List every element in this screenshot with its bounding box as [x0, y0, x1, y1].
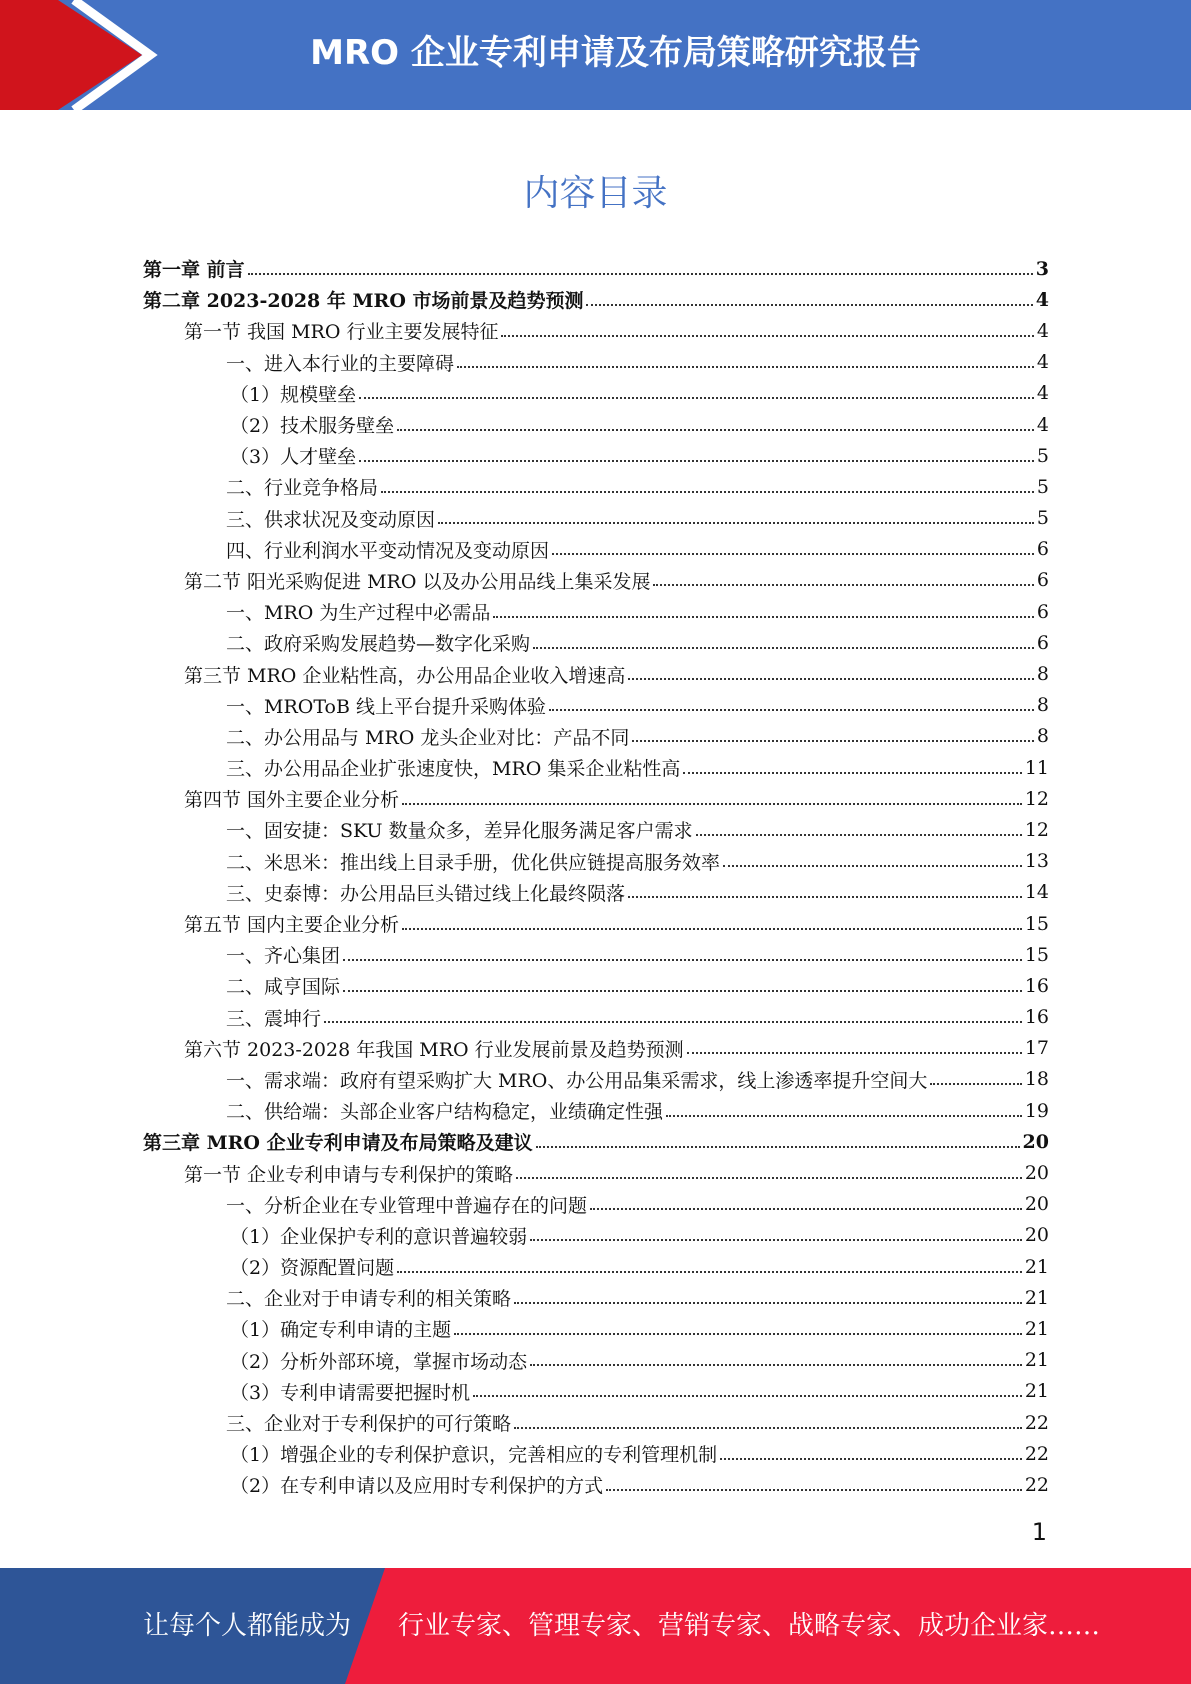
toc-entry-page: 6	[1036, 569, 1049, 592]
toc-entry[interactable]	[143, 284, 1049, 315]
toc-entry-label: 一、齐心集团	[226, 945, 341, 968]
toc-entry-page: 18	[1024, 1068, 1049, 1091]
toc-entry[interactable]	[143, 1469, 1049, 1500]
toc-entry-label: 一、固安捷：SKU 数量众多，差异化服务满足客户需求	[226, 820, 693, 843]
toc-entry-label: 一、MRO 为生产过程中必需品	[226, 602, 491, 625]
toc-entry-label: 第五节 国内主要企业分析	[184, 914, 400, 937]
toc-entry-label: 一、分析企业在专业管理中普遍存在的问题	[226, 1194, 588, 1217]
toc-entry-label: 二、供给端：头部企业客户结构稳定，业绩确定性强	[226, 1101, 664, 1124]
page-number: 1	[1031, 1518, 1047, 1546]
toc-entry[interactable]	[143, 253, 1049, 284]
toc-entry-label: （2）技术服务壁垒	[230, 415, 395, 438]
table-of-contents	[143, 253, 1049, 1501]
toc-entry[interactable]	[143, 1282, 1049, 1313]
toc-dot-leader	[402, 803, 1022, 805]
toc-entry-page: 21	[1024, 1317, 1049, 1340]
toc-entry-label: （3）专利申请需要把握时机	[230, 1381, 471, 1404]
toc-entry[interactable]	[143, 409, 1049, 440]
toc-entry-page: 14	[1024, 881, 1049, 904]
footer-slogan-left: 让每个人都能成为	[143, 1611, 352, 1641]
toc-entry-page: 17	[1024, 1037, 1049, 1060]
toc-entry-page: 15	[1024, 943, 1049, 966]
toc-entry[interactable]	[143, 440, 1049, 471]
toc-entry[interactable]	[143, 658, 1049, 689]
toc-entry-page: 12	[1024, 818, 1049, 841]
toc-entry[interactable]	[143, 1438, 1049, 1469]
toc-dot-leader	[516, 1177, 1022, 1179]
toc-entry-label: （2）资源配置问题	[230, 1257, 395, 1280]
toc-dot-leader	[359, 397, 1034, 399]
toc-dot-leader	[536, 1146, 1020, 1148]
toc-dot-leader	[683, 772, 1021, 774]
toc-entry-page: 21	[1024, 1255, 1049, 1278]
toc-dot-leader	[720, 1458, 1022, 1460]
toc-entry-page: 16	[1024, 974, 1049, 997]
toc-entry-page: 21	[1024, 1349, 1049, 1372]
toc-entry-label: 第三节 MRO 企业粘性高，办公用品企业收入增速高	[184, 664, 626, 687]
toc-entry-page: 22	[1024, 1473, 1049, 1496]
toc-dot-leader	[723, 865, 1022, 867]
toc-entry-label: 三、企业对于专利保护的可行策略	[226, 1413, 512, 1436]
toc-entry-label: 一、MROToB 线上平台提升采购体验	[226, 695, 546, 718]
toc-dot-leader	[628, 896, 1022, 898]
toc-entry-page: 12	[1024, 787, 1049, 810]
toc-dot-leader	[552, 553, 1034, 555]
toc-dot-leader	[473, 1395, 1022, 1397]
toc-entry-label: 三、震坤行	[226, 1007, 322, 1030]
toc-entry[interactable]	[143, 814, 1049, 845]
toc-entry-page: 20	[1022, 1130, 1049, 1153]
toc-entry-page: 4	[1036, 382, 1049, 405]
toc-entry-page: 4	[1036, 351, 1049, 374]
toc-entry-label: 二、行业竞争格局	[226, 477, 379, 500]
toc-entry-label: 第六节 2023-2028 年我国 MRO 行业发展前景及趋势预测	[184, 1038, 684, 1061]
toc-dot-leader	[454, 1333, 1022, 1335]
toc-entry[interactable]	[143, 721, 1049, 752]
toc-dot-leader	[248, 273, 1033, 275]
toc-entry[interactable]	[143, 503, 1049, 534]
toc-entry-page: 22	[1024, 1442, 1049, 1465]
toc-entry-page: 4	[1035, 288, 1049, 311]
toc-entry-page: 16	[1024, 1006, 1049, 1029]
toc-entry[interactable]	[143, 1345, 1049, 1376]
toc-entry-label: 二、办公用品与 MRO 龙头企业对比：产品不同	[226, 726, 630, 749]
toc-entry[interactable]	[143, 690, 1049, 721]
toc-dot-leader	[359, 460, 1034, 462]
toc-entry-label: （1）确定专利申请的主题	[230, 1319, 452, 1342]
toc-dot-leader	[324, 1021, 1022, 1023]
toc-entry-page: 20	[1024, 1224, 1049, 1247]
toc-entry-label: （1）企业保护专利的意识普遍较弱	[230, 1225, 528, 1248]
toc-dot-leader	[687, 1052, 1022, 1054]
page-header	[0, 0, 1191, 110]
toc-entry[interactable]	[143, 1095, 1049, 1126]
page-footer	[0, 1568, 1191, 1684]
toc-entry-label: 第一章 前言	[143, 259, 245, 282]
toc-entry-page: 15	[1024, 912, 1049, 935]
toc-dot-leader	[530, 1364, 1022, 1366]
toc-entry-label: 第四节 国外主要企业分析	[184, 789, 400, 812]
toc-entry[interactable]	[143, 471, 1049, 502]
toc-dot-leader	[493, 616, 1034, 618]
toc-entry-page: 19	[1024, 1099, 1049, 1122]
toc-entry-label: 第三章 MRO 企业专利申请及布局策略及建议	[143, 1132, 533, 1155]
toc-entry[interactable]	[143, 1157, 1049, 1188]
toc-entry[interactable]	[143, 1313, 1049, 1344]
toc-entry-label: 第二章 2023-2028 年 MRO 市场前景及趋势预测	[143, 290, 584, 313]
footer-slogan-right: 行业专家、管理专家、营销专家、战略专家、成功企业家……	[398, 1611, 1101, 1641]
toc-entry[interactable]	[143, 627, 1049, 658]
toc-entry-label: 一、进入本行业的主要障碍	[226, 352, 455, 375]
toc-entry-page: 8	[1036, 694, 1049, 717]
toc-entry-label: 二、企业对于申请专利的相关策略	[226, 1288, 512, 1311]
toc-entry[interactable]	[143, 1189, 1049, 1220]
toc-dot-leader	[501, 335, 1033, 337]
toc-dot-leader	[653, 584, 1033, 586]
toc-entry-page: 21	[1024, 1286, 1049, 1309]
toc-dot-leader	[666, 1115, 1022, 1117]
toc-dot-leader	[930, 1083, 1021, 1085]
toc-entry[interactable]	[143, 1126, 1049, 1157]
toc-dot-leader	[628, 678, 1033, 680]
toc-dot-leader	[549, 709, 1034, 711]
toc-entry-page: 6	[1036, 538, 1049, 561]
toc-entry-page: 20	[1024, 1162, 1049, 1185]
toc-entry-page: 11	[1024, 756, 1049, 779]
toc-entry[interactable]	[143, 1220, 1049, 1251]
toc-entry[interactable]	[143, 1407, 1049, 1438]
toc-dot-leader	[397, 429, 1034, 431]
toc-entry-label: 四、行业利润水平变动情况及变动原因	[226, 539, 550, 562]
toc-entry-label: 第一节 我国 MRO 行业主要发展特征	[184, 321, 499, 344]
toc-entry[interactable]	[143, 1251, 1049, 1282]
toc-entry-page: 8	[1036, 725, 1049, 748]
toc-entry-label: 二、米思米：推出线上目录手册，优化供应链提高服务效率	[226, 851, 721, 874]
report-title: MRO 企业专利申请及布局策略研究报告	[310, 33, 921, 73]
toc-entry[interactable]	[143, 1033, 1049, 1064]
toc-entry-label: 三、供求状况及变动原因	[226, 508, 436, 531]
toc-entry-page: 4	[1036, 319, 1049, 342]
toc-heading: 内容目录	[523, 173, 668, 214]
toc-entry-label: （2）分析外部环境，掌握市场动态	[230, 1350, 528, 1373]
toc-entry-label: （1）规模壁垒	[230, 383, 357, 406]
toc-dot-leader	[586, 304, 1032, 306]
toc-entry-page: 21	[1024, 1380, 1049, 1403]
toc-dot-leader	[533, 647, 1034, 649]
toc-entry-label: 第一节 企业专利申请与专利保护的策略	[184, 1163, 514, 1186]
toc-entry-label: （3）人才壁垒	[230, 446, 357, 469]
toc-entry[interactable]	[143, 347, 1049, 378]
toc-entry-page: 6	[1036, 631, 1049, 654]
toc-entry-label: （1）增强企业的专利保护意识，完善相应的专利管理机制	[230, 1444, 718, 1467]
toc-entry[interactable]	[143, 596, 1049, 627]
toc-entry[interactable]	[143, 1064, 1049, 1095]
toc-dot-leader	[590, 1208, 1022, 1210]
toc-dot-leader	[514, 1427, 1022, 1429]
toc-entry-page: 22	[1024, 1411, 1049, 1434]
toc-entry[interactable]	[143, 970, 1049, 1001]
toc-entry-label: 一、需求端：政府有望采购扩大 MRO、办公用品集采需求，线上渗透率提升空间大	[226, 1069, 928, 1092]
toc-entry[interactable]	[143, 565, 1049, 596]
toc-entry[interactable]	[143, 752, 1049, 783]
toc-entry-page: 5	[1036, 507, 1049, 530]
toc-entry[interactable]	[143, 908, 1049, 939]
toc-entry-label: 三、办公用品企业扩张速度快，MRO 集采企业粘性高	[226, 758, 681, 781]
toc-entry[interactable]	[143, 378, 1049, 409]
toc-entry[interactable]	[143, 846, 1049, 877]
toc-dot-leader	[402, 928, 1022, 930]
toc-entry-page: 5	[1036, 444, 1049, 467]
toc-entry[interactable]	[143, 534, 1049, 565]
toc-entry-label: 三、史泰博：办公用品巨头错过线上化最终陨落	[226, 882, 626, 905]
toc-dot-leader	[606, 1489, 1022, 1491]
toc-entry-label: 二、咸亨国际	[226, 976, 341, 999]
toc-entry[interactable]	[143, 1002, 1049, 1033]
toc-entry[interactable]	[143, 1376, 1049, 1407]
toc-dot-leader	[381, 491, 1034, 493]
toc-entry[interactable]	[143, 939, 1049, 970]
toc-entry-page: 5	[1036, 475, 1049, 498]
toc-entry-page: 6	[1036, 600, 1049, 623]
toc-entry[interactable]	[143, 315, 1049, 346]
toc-entry-page: 4	[1036, 413, 1049, 436]
toc-dot-leader	[457, 366, 1034, 368]
toc-dot-leader	[397, 1271, 1022, 1273]
toc-entry-label: （2）在专利申请以及应用时专利保护的方式	[230, 1475, 604, 1498]
toc-entry-page: 8	[1036, 663, 1049, 686]
toc-dot-leader	[343, 959, 1022, 961]
toc-entry-page: 20	[1024, 1193, 1049, 1216]
toc-dot-leader	[514, 1302, 1022, 1304]
toc-dot-leader	[343, 990, 1022, 992]
toc-dot-leader	[696, 834, 1022, 836]
toc-entry-page: 13	[1024, 850, 1049, 873]
toc-entry[interactable]	[143, 783, 1049, 814]
toc-entry-page: 3	[1035, 257, 1049, 280]
toc-dot-leader	[632, 740, 1033, 742]
toc-entry-label: 第二节 阳光采购促进 MRO 以及办公用品线上集采发展	[184, 570, 651, 593]
toc-entry-label: 二、政府采购发展趋势—数字化采购	[226, 633, 531, 656]
toc-dot-leader	[530, 1239, 1022, 1241]
toc-dot-leader	[438, 522, 1034, 524]
toc-entry[interactable]	[143, 877, 1049, 908]
